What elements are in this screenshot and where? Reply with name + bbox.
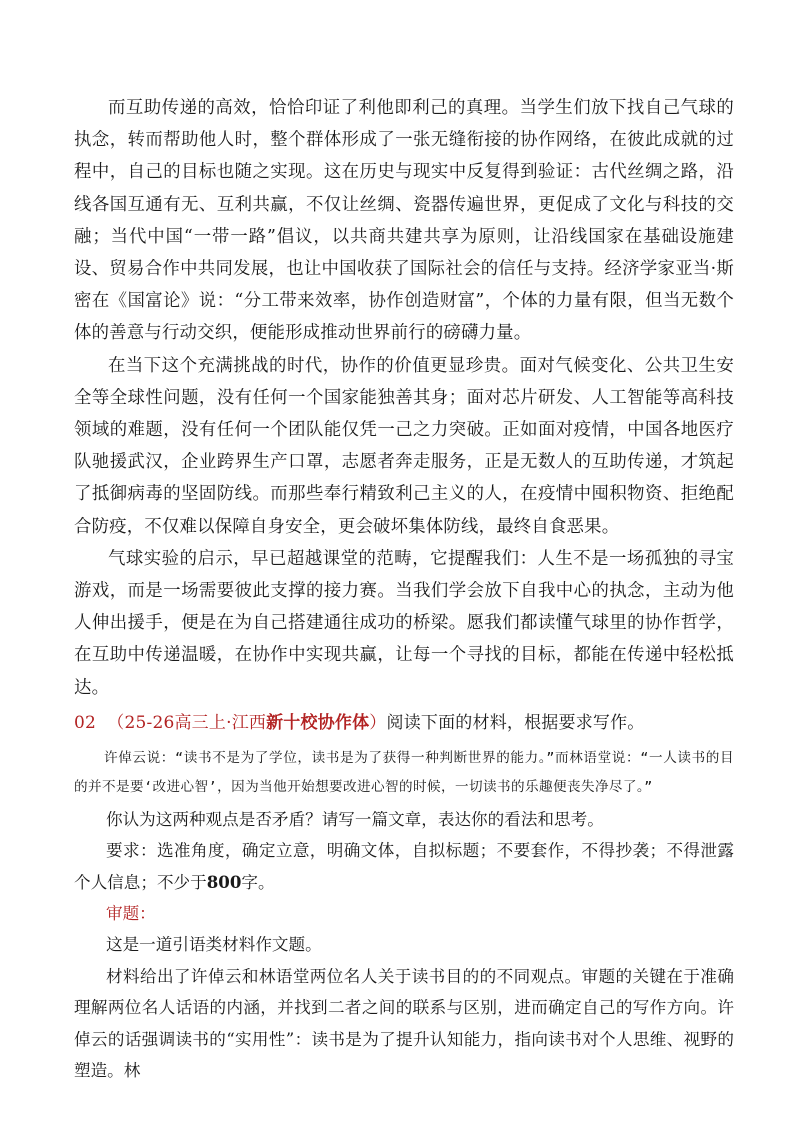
question-source-grade: 高三上·江西 xyxy=(174,712,267,733)
writing-requirements xyxy=(74,835,734,898)
document-page xyxy=(74,92,734,1087)
question-prompt: 阅读下面的材料，根据要求写作。 xyxy=(386,712,645,733)
analysis-type-line: 这是一道引语类材料作文题。 xyxy=(106,935,322,955)
analysis-body: 材料给出了许倬云和林语堂两位名人关于读书目的的不同观点。审题的关键在于准确理解两位名人话语的内涵，并找到二者之间的联系与区别，进而确定自己的写作方向。许倬云的话强调读书的“实用性”：读书是为了提升认知能力，指向读书对个人思维、视野的塑造。林 xyxy=(74,966,734,1081)
material-quote: 许倬云说：“读书不是为了学位，读书是为了获得一种判断世界的能力。”而林语堂说：“一人读书的目的并不是要‘改进心智’，因为当他开始想要改进心智的时候，一切读书的乐趣便丧失净尽了。” xyxy=(74,749,734,795)
question-heading xyxy=(74,708,734,738)
question-source-close: ） xyxy=(369,712,387,733)
question-number: 02 xyxy=(74,712,97,733)
requirements-suffix: 字。 xyxy=(241,872,275,892)
requirements-word-count: 800 xyxy=(206,871,242,892)
question-source xyxy=(107,713,386,733)
essay-paragraph-2: 在当下这个充满挑战的时代，协作的价值更显珍贵。面对气候变化、公共卫生安全等全球性问题，没有任何一个国家能独善其身；面对芯片研发、人工智能等高科技领域的难题，没有任何一个团队能仅凭一己之力突破。正如面对疫情，中国各地医疗队驰援武汉，企业跨界生产口罩，志愿者奔走服务，正是无数人的互助传递，才筑起了抵御病毒的坚固防线。而那些奉行精致利己主义的人，在疫情中囤积物资、拒绝配合防疫，不仅难以保障自身安全，更会破坏集体防线，最终自食恶果。 xyxy=(74,355,734,537)
essay-paragraph-3: 气球实验的启示，早已超越课堂的范畴，它提醒我们：人生不是一场孤独的寻宝游戏，而是一场需要彼此支撑的接力赛。当我们学会放下自我中心的执念，主动为他人伸出援手，便是在为自己搭建通往成功的桥梁。愿我们都读懂气球里的协作哲学，在互助中传递温暖，在协作中实现共赢，让每一个寻找的目标，都能在传递中轻松抵达。 xyxy=(74,548,734,698)
question-source-open: （25-26 xyxy=(107,712,175,733)
analysis-label: 审题： xyxy=(106,904,156,924)
requirements-text: 要求：选准角度，确定立意，明确文体，自拟标题；不要套作，不得抄袭；不得泄露个人信息；不少于 xyxy=(74,841,734,892)
essay-paragraph-1: 而互助传递的高效，恰恰印证了利他即利己的真理。当学生们放下找自己气球的执念，转而帮助他人时，整个群体形成了一张无缝衔接的协作网络，在彼此成就的过程中，自己的目标也随之实现。这在历史与现实中反复得到验证：古代丝绸之路，沿线各国互通有无、互利共赢，不仅让丝绸、瓷器传遍世界，更促成了文化与科技的交融；当代中国“一带一路”倡议，以共商共建共享为原则，让沿线国家在基础设施建设、贸易合作中共同发展，也让中国收获了国际社会的信任与支持。经济学家亚当·斯密在《国富论》说：“分工带来效率，协作创造财富”，个体的力量有限，但当无数个体的善意与行动交织，便能形成推动世界前行的磅礴力量。 xyxy=(74,98,734,344)
question-source-school: 新十校协作体 xyxy=(266,712,370,733)
writing-task: 你认为这两种观点是否矛盾？请写一篇文章，表达你的看法和思考。 xyxy=(106,809,604,829)
